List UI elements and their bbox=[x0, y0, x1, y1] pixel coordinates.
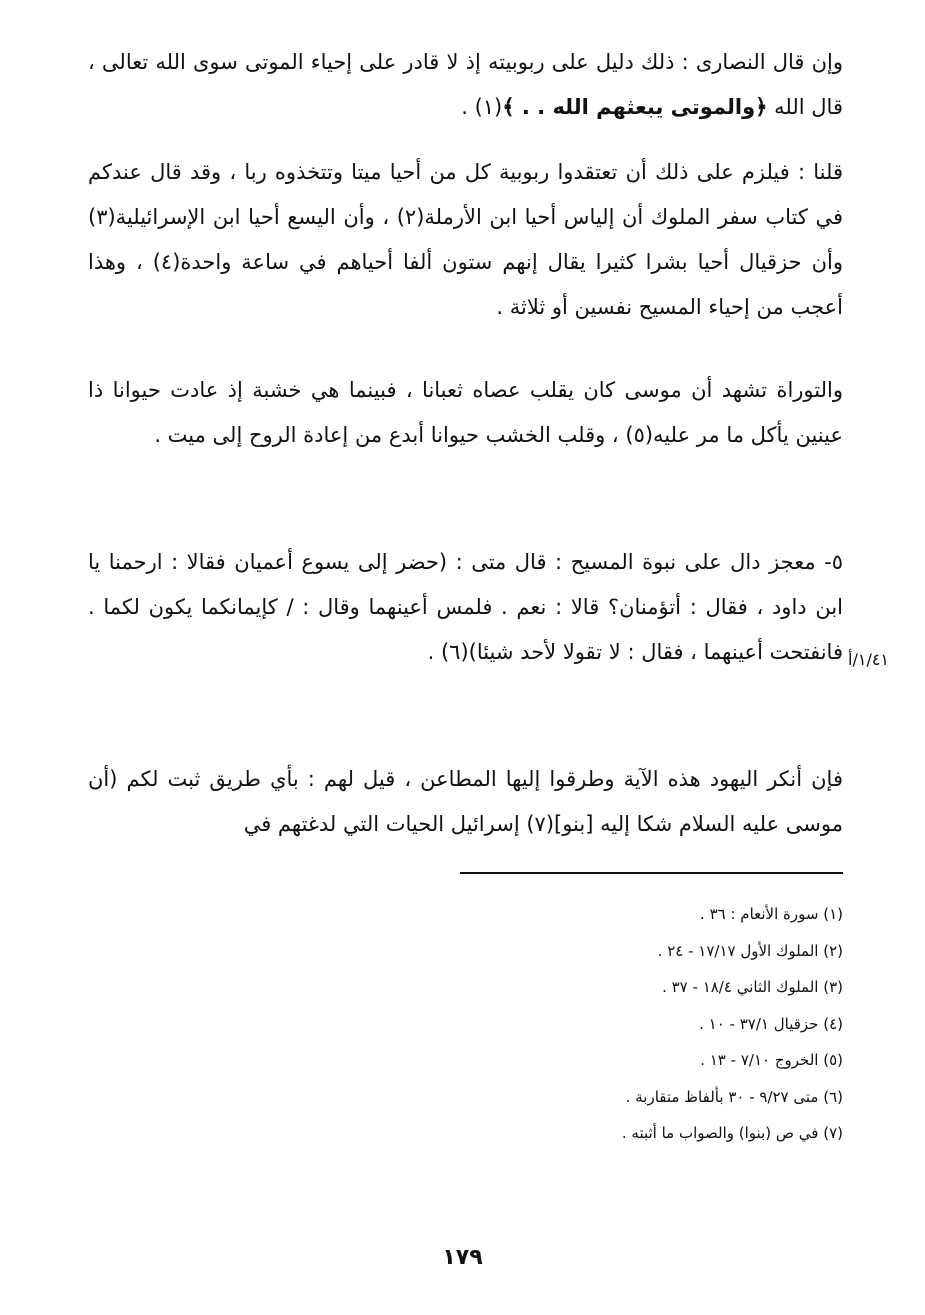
manuscript-folio-note: ١/٤١/أ bbox=[848, 650, 890, 669]
footnote-4: (٤) حزقيال ٣٧/١ - ١٠ . bbox=[699, 1014, 843, 1033]
footnote-2: (٢) الملوك الأول ١٧/١٧ - ٢٤ . bbox=[657, 941, 843, 960]
footnote-7: (٧) في ص (بنوا) والصواب ما أثبته . bbox=[621, 1124, 843, 1142]
paragraph-5: فإن أنكر اليهود هذه الآية وطرقوا إليها المطاعن ، قيل لهم : بأي طريق ثبت لكم (أن موسى عليه السلام شكا إليه [بنو](٧) إسرائيل الحيات التي لدغتهم في bbox=[88, 767, 843, 836]
footnote-5: (٥) الخروج ٧/١٠ - ١٣ . bbox=[700, 1051, 843, 1069]
footnote-separator bbox=[460, 872, 843, 874]
paragraph-1-tail: (١) . bbox=[461, 95, 503, 119]
footnote-3: (٣) الملوك الثاني ١٨/٤ - ٣٧ . bbox=[662, 978, 843, 996]
paragraph-1 bbox=[88, 40, 843, 130]
quran-quote: ﴿والموتى يبعثهم الله . . ﴾ bbox=[502, 95, 768, 119]
page-number: ١٧٩ bbox=[442, 1245, 483, 1270]
footnotes-list bbox=[88, 896, 843, 1152]
paragraph-3: والتوراة تشهد أن موسى كان يقلب عصاه ثعبانا ، فبينما هي خشبة إذ عادت حيوانا ذا عينين يأكل ما مر عليه(٥) ، وقلب الخشب حيوانا أبدع من إعادة الروح إلى ميت . bbox=[88, 378, 843, 447]
paragraph-2: قلنا : فيلزم على ذلك أن تعتقدوا ربوبية كل من أحيا ميتا وتتخذوه ربا ، وقد قال عندكم في كتاب سفر الملوك أن إلياس أحيا ابن الأرملة(٢) ، وأن اليسع أحيا ابن الإسرائيلية(٣) وأن حزقيال أحيا بشرا كثيرا يقال إنهم ستون ألفا أحياهم في ساعة واحدة(٤) ، وهذا أعجب من إحياء المسيح نفسين أو ثلاثة . bbox=[88, 160, 843, 319]
footnote-1: (١) سورة الأنعام : ٣٦ . bbox=[700, 905, 843, 923]
paragraph-1-text: وإن قال النصارى : ذلك دليل على ربوبيته إذ لا قادر على إحياء الموتى سوى الله تعالى ، قال الله bbox=[88, 50, 843, 119]
paragraph-4: ٥- معجز دال على نبوة المسيح : قال متى : (حضر إلى يسوع أعميان فقالا : ارحمنا يا ابن داود ، فقال : أتؤمنان؟ قالا : نعم . فلمس أعينهما وقال : / كإيمانكما يكون لكما . فانفتحت أعينهما ، فقال : لا تقولا لأحد شيئا)(٦) . bbox=[88, 550, 843, 664]
footnote-6: (٦) متى ٩/٢٧ - ٣٠ بألفاظ متقاربة . bbox=[625, 1087, 843, 1106]
